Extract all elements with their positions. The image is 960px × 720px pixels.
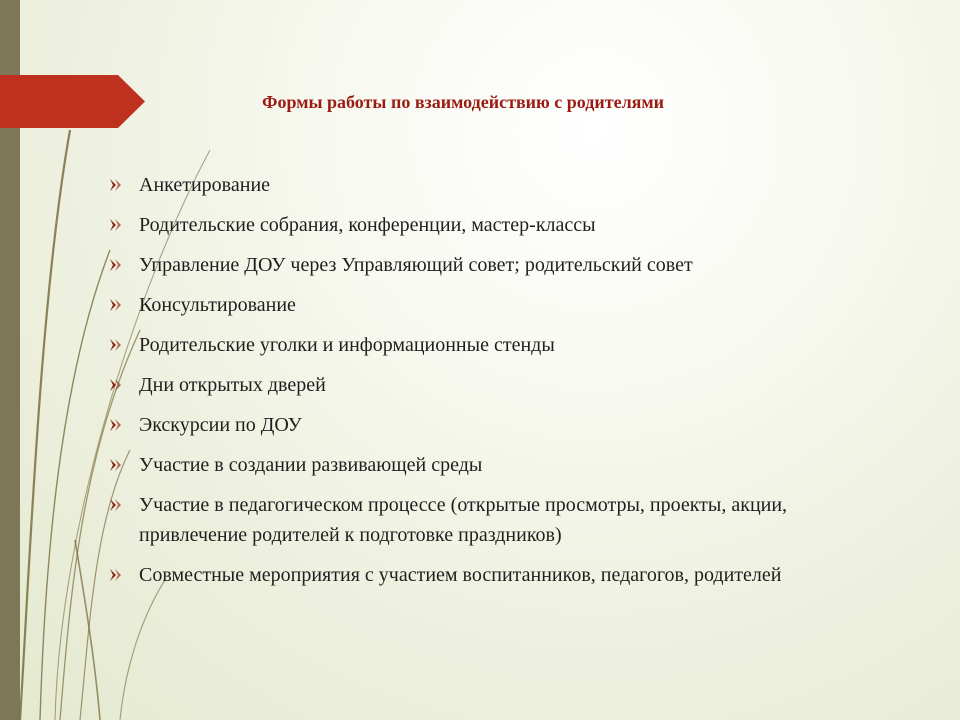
list-item [108,450,848,480]
chevron-arrow-icon [108,370,139,400]
list-item-text: Анкетирование [139,174,271,196]
list-item [108,170,848,200]
list-item [108,290,848,320]
list-item-text: Участие в педагогическом процессе (открытые просмотры, проекты, акции, привлечение родителей к подготовке праздников) [139,494,788,546]
list-item [108,560,848,590]
list-item [108,490,848,550]
list-item [108,210,848,240]
chevron-arrow-icon [108,210,139,240]
list-item [108,330,848,360]
chevron-arrow-icon [108,410,139,440]
list-item-text: Консультирование [139,294,296,316]
chevron-arrow-icon [108,170,139,200]
list-item-text: Родительские уголки и информационные стенды [139,334,555,356]
list-item [108,370,848,400]
chevron-arrow-icon [108,450,139,480]
list-item [108,250,848,280]
list-item [108,410,848,440]
list-item-text: Экскурсии по ДОУ [139,414,302,436]
bullet-list [108,170,848,600]
chevron-arrow-icon [108,490,139,520]
chevron-arrow-icon [108,330,139,360]
list-item-text: Совместные мероприятия с участием воспитанников, педагогов, родителей [139,564,782,586]
list-item-text: Участие в создании развивающей среды [139,454,483,476]
list-item-text: Родительские собрания, конференции, мастер-классы [139,214,596,236]
title-banner-arrow [0,75,145,128]
chevron-arrow-icon [108,250,139,280]
list-item-text: Управление ДОУ через Управляющий совет; родительский совет [139,254,693,276]
chevron-arrow-icon [108,560,139,590]
list-item-text: Дни открытых дверей [139,374,326,396]
chevron-arrow-icon [108,290,139,320]
slide-title: Формы работы по взаимодействию с родителями [262,92,665,112]
